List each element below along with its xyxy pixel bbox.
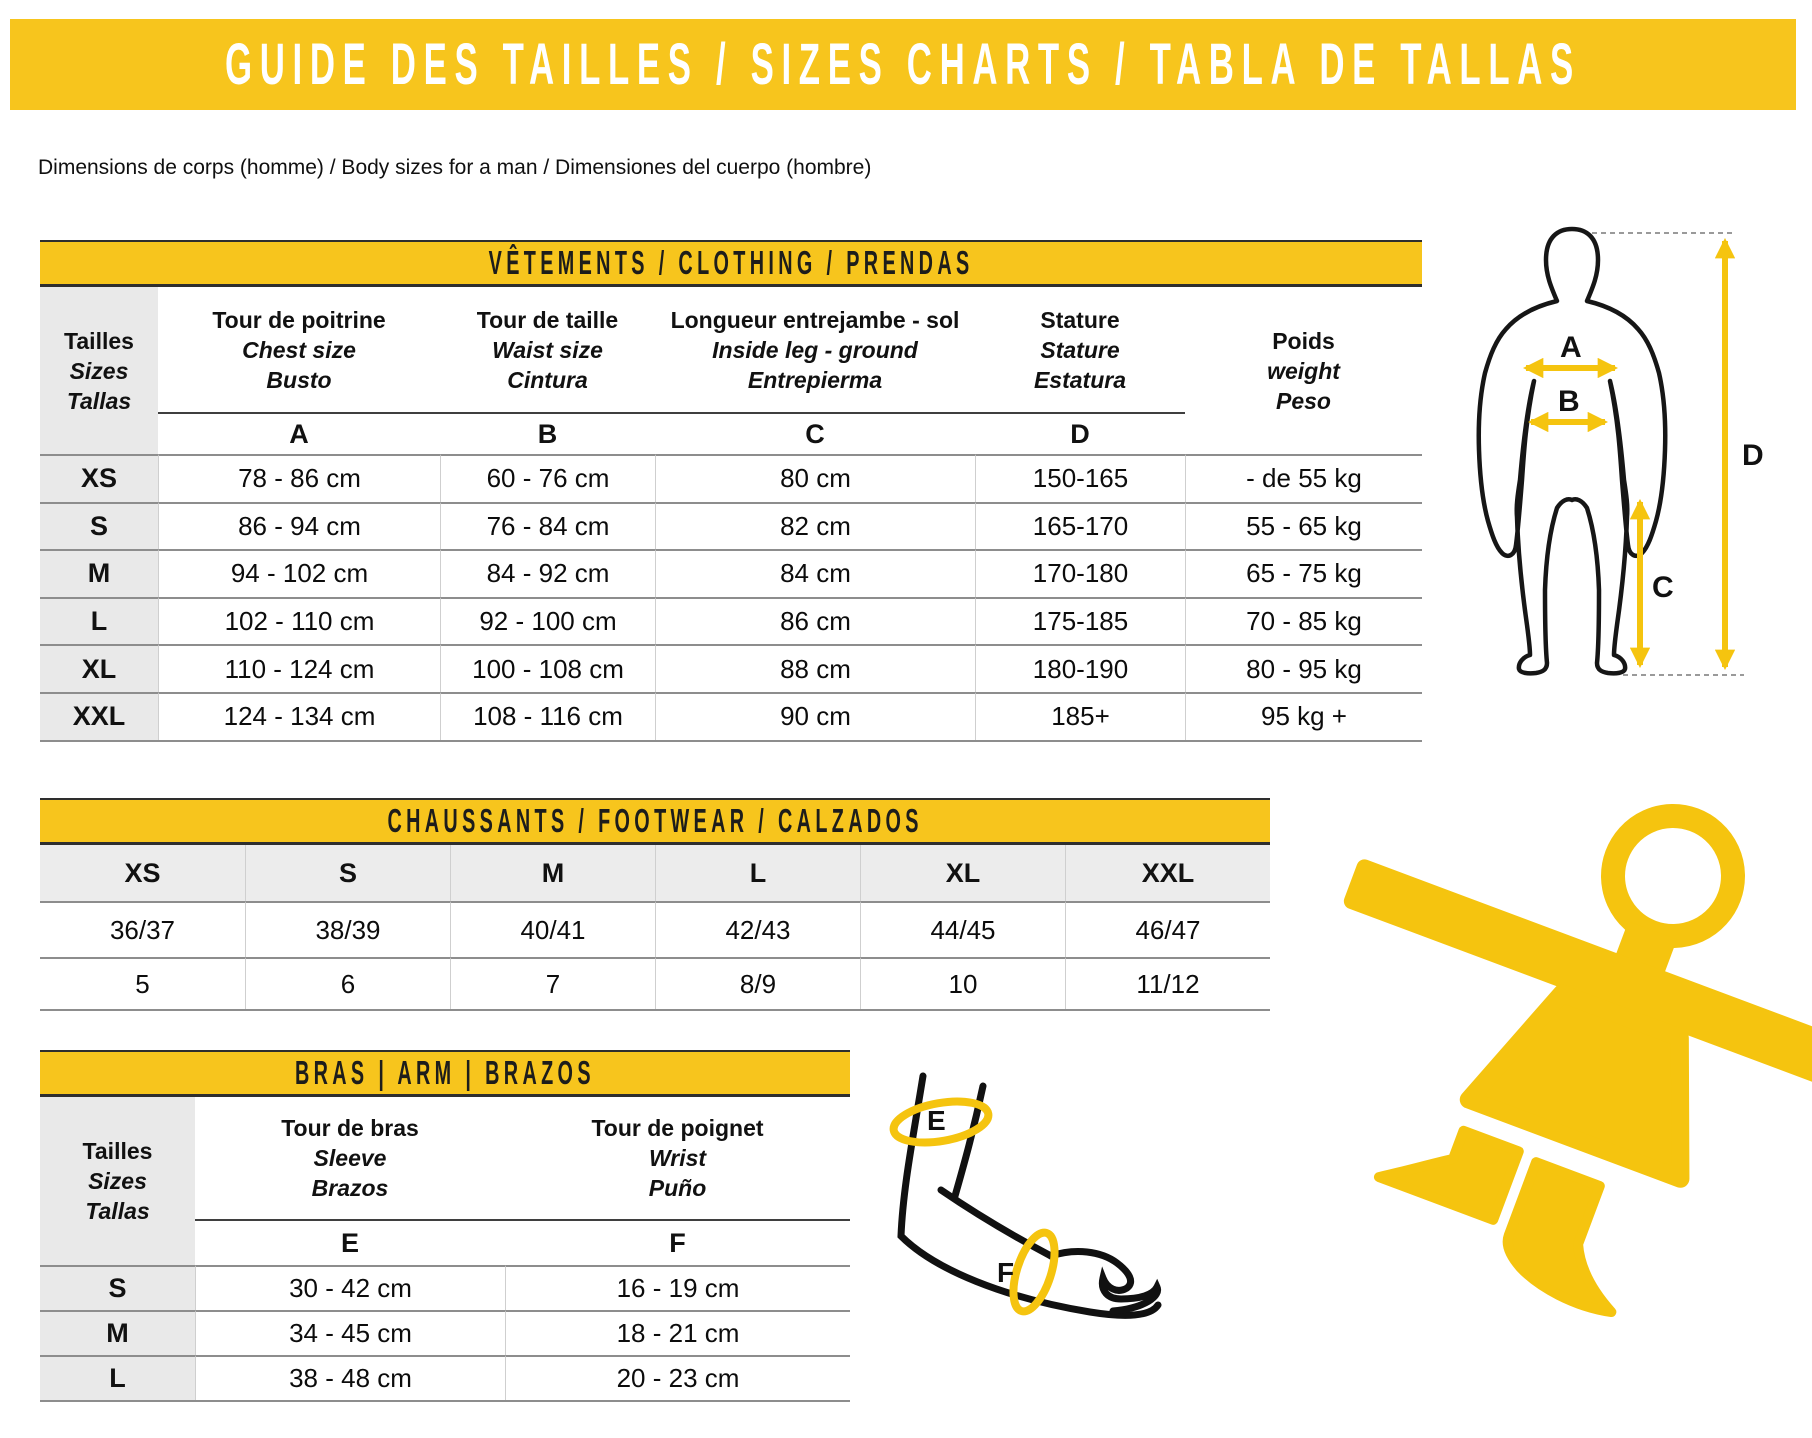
footwear-header: M <box>450 845 655 901</box>
clothing-col-header-weight: Poids weight Peso <box>1267 327 1340 414</box>
label-D: D <box>1742 439 1764 472</box>
table-cell: 88 cm <box>655 644 975 692</box>
table-cell: 30 - 42 cm <box>195 1265 505 1310</box>
arm-row-size: L <box>40 1355 195 1400</box>
arm-row-size: M <box>40 1310 195 1355</box>
table-cell: 11/12 <box>1065 957 1270 1009</box>
body-measurement-diagram <box>1458 205 1810 777</box>
table-cell: 34 - 45 cm <box>195 1310 505 1355</box>
arm-size-header: Tailles Sizes Tallas <box>40 1097 195 1265</box>
label-A: A <box>1560 331 1582 364</box>
footwear-table <box>40 798 1270 1011</box>
table-cell: 84 - 92 cm <box>440 549 655 597</box>
arm-banner-label: BRAS | ARM | BRAZOS <box>295 1054 595 1091</box>
table-cell: 110 - 124 cm <box>158 644 440 692</box>
label-F: F <box>997 1257 1015 1288</box>
table-cell: 185+ <box>975 692 1185 740</box>
mascot-logo <box>1330 788 1812 1438</box>
page-title: GUIDE DES TAILLES / SIZES CHARTS / TABLA DE TALLAS <box>225 32 1581 97</box>
footwear-header: S <box>245 845 450 901</box>
arm-banner <box>40 1050 850 1097</box>
table-cell: 18 - 21 cm <box>505 1310 850 1355</box>
clothing-table <box>40 240 1422 742</box>
clothing-row-size: L <box>40 597 158 645</box>
mascot-head-ring <box>1596 799 1750 953</box>
clothing-banner-label: VÊTEMENTS / CLOTHING / PRENDAS <box>488 244 974 281</box>
clothing-size-header: Tailles Sizes Tallas <box>40 287 158 454</box>
table-cell: 84 cm <box>655 549 975 597</box>
letter-E: E <box>340 1227 359 1258</box>
letter-B: B <box>537 418 558 449</box>
arm-measurement-diagram <box>855 1048 1255 1378</box>
table-cell: 80 - 95 kg <box>1185 644 1422 692</box>
table-cell: 38 - 48 cm <box>195 1355 505 1400</box>
table-cell: 7 <box>450 957 655 1009</box>
arm-grid <box>40 1097 850 1402</box>
table-cell: 76 - 84 cm <box>440 502 655 550</box>
arm-table <box>40 1050 850 1402</box>
clothing-row-size: S <box>40 502 158 550</box>
label-E: E <box>927 1105 946 1136</box>
clothing-col-header-stature: Stature Stature Estatura <box>975 287 1185 414</box>
table-cell: 65 - 75 kg <box>1185 549 1422 597</box>
footwear-grid <box>40 845 1270 1011</box>
table-cell: 42/43 <box>655 901 860 957</box>
table-cell: 10 <box>860 957 1065 1009</box>
table-cell: 180-190 <box>975 644 1185 692</box>
table-cell: 100 - 108 cm <box>440 644 655 692</box>
clothing-grid <box>40 287 1422 742</box>
footwear-banner <box>40 798 1270 845</box>
table-cell: 78 - 86 cm <box>158 454 440 502</box>
table-cell: 165-170 <box>975 502 1185 550</box>
clothing-col-header-waist: Tour de taille Waist size Cintura <box>440 287 655 414</box>
forearm-top-line <box>941 1190 1051 1256</box>
arm-col-header-wrist: Tour de poignet Wrist Puño <box>505 1097 850 1221</box>
table-cell: 60 - 76 cm <box>440 454 655 502</box>
footwear-banner-label: CHAUSSANTS / FOOTWEAR / CALZADOS <box>387 802 923 839</box>
clothing-col-header-chest: Tour de poitrine Chest size Busto <box>158 287 440 414</box>
table-cell: 38/39 <box>245 901 450 957</box>
table-cell: 95 kg + <box>1185 692 1422 740</box>
footwear-header: XS <box>40 845 245 901</box>
table-cell: 80 cm <box>655 454 975 502</box>
table-cell: 175-185 <box>975 597 1185 645</box>
table-cell: 36/37 <box>40 901 245 957</box>
table-cell: 46/47 <box>1065 901 1270 957</box>
letter-A: A <box>289 418 309 449</box>
table-cell: 8/9 <box>655 957 860 1009</box>
arm-row-size: S <box>40 1265 195 1310</box>
letter-C: C <box>805 418 825 449</box>
table-cell: 82 cm <box>655 502 975 550</box>
table-cell: 90 cm <box>655 692 975 740</box>
footwear-header: XXL <box>1065 845 1270 901</box>
table-cell: 6 <box>245 957 450 1009</box>
clothing-row-size: XL <box>40 644 158 692</box>
footwear-header: L <box>655 845 860 901</box>
subtitle: Dimensions de corps (homme) / Body sizes for a man / Dimensiones del cuerpo (hombre) <box>38 156 872 179</box>
table-cell: 5 <box>40 957 245 1009</box>
clothing-col-header-insideleg: Longueur entrejambe - sol Inside leg - ground Entrepierma <box>655 287 975 414</box>
table-cell: 108 - 116 cm <box>440 692 655 740</box>
table-cell: 55 - 65 kg <box>1185 502 1422 550</box>
clothing-banner <box>40 240 1422 287</box>
hand-outline <box>1051 1252 1158 1311</box>
table-cell: 102 - 110 cm <box>158 597 440 645</box>
table-cell: 44/45 <box>860 901 1065 957</box>
table-cell: 40/41 <box>450 901 655 957</box>
table-cell: 94 - 102 cm <box>158 549 440 597</box>
table-cell: 20 - 23 cm <box>505 1355 850 1400</box>
table-cell: 86 cm <box>655 597 975 645</box>
title-banner <box>10 19 1796 110</box>
clothing-row-size: XXL <box>40 692 158 740</box>
table-cell: 70 - 85 kg <box>1185 597 1422 645</box>
letter-F: F <box>669 1227 686 1258</box>
label-B: B <box>1558 385 1580 418</box>
clothing-row-size: XS <box>40 454 158 502</box>
table-cell: 86 - 94 cm <box>158 502 440 550</box>
table-cell: 170-180 <box>975 549 1185 597</box>
table-cell: 150-165 <box>975 454 1185 502</box>
mascot-left-boot <box>1379 1109 1519 1220</box>
footwear-header: XL <box>860 845 1065 901</box>
mascot-right-boot <box>1495 1162 1651 1315</box>
table-cell: 16 - 19 cm <box>505 1265 850 1310</box>
clothing-row-size: M <box>40 549 158 597</box>
table-cell: 124 - 134 cm <box>158 692 440 740</box>
table-cell: - de 55 kg <box>1185 454 1422 502</box>
letter-D: D <box>1070 418 1090 449</box>
label-C: C <box>1652 571 1674 604</box>
table-cell: 92 - 100 cm <box>440 597 655 645</box>
arm-col-header-sleeve: Tour de bras Sleeve Brazos <box>195 1097 505 1221</box>
